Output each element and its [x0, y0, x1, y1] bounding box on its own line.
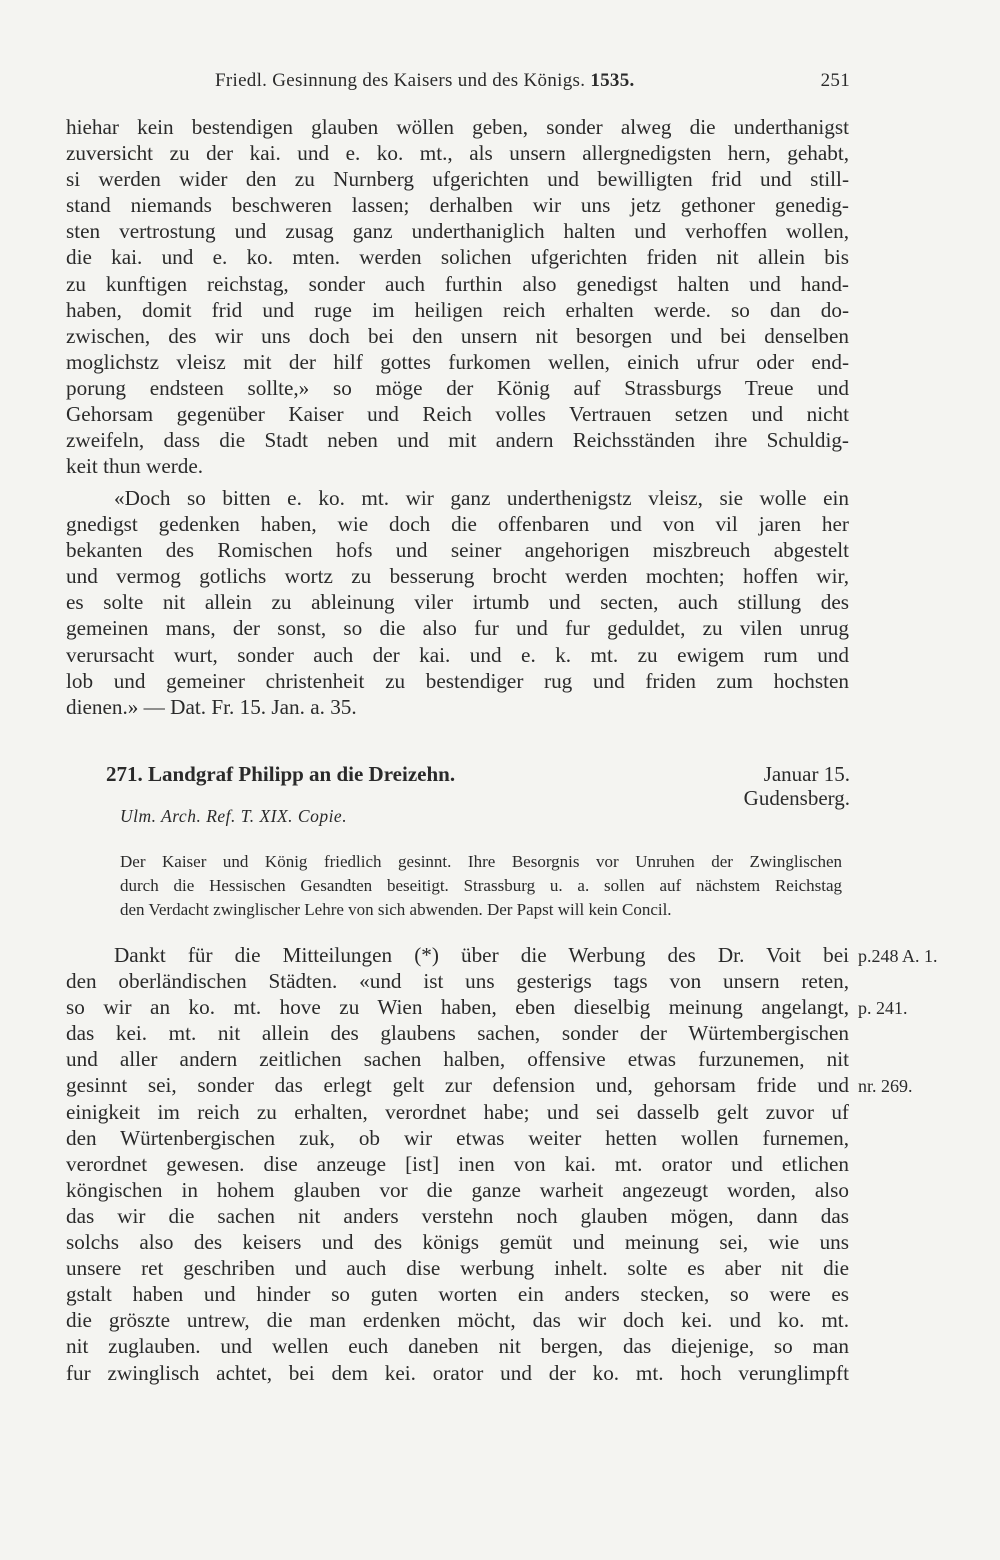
text-line: nit zuglauben. und wellen euch daneben nit bergen, das diejenige, so man [66, 1334, 849, 1359]
text-line: moglichstz vleisz mit der hilf gottes furkomen wellen, einich ufrur oder end- [66, 349, 849, 374]
text-line: das wir die sachen nit anders verstehn noch glauben mögen, dann das [66, 1203, 849, 1228]
text-line: Dankt für die Mitteilungen (*) über die Werbung des Dr. Voit bei [114, 943, 849, 967]
text-line: fur zwinglisch achtet, bei dem kei. orator und der ko. mt. hoch verunglimpft [66, 1360, 849, 1385]
text-line: verursacht wurt, sonder auch der kai. und e. k. mt. zu ewigem rum und [66, 642, 849, 667]
page-number: 251 [820, 70, 850, 91]
text-line: die gröszte untrew, die man erdenken möcht, das wir doch kei. und ko. mt. [66, 1308, 849, 1333]
text-line: die kai. und e. ko. mten. werden solichen ufgerichten friden nit allein bis [66, 245, 849, 270]
paragraph-2 [66, 485, 849, 720]
text-line: verordnet gewesen. dise anzeuge [ist] inen von kai. mt. orator und etlichen [66, 1151, 849, 1176]
text-line: «Doch so bitten e. ko. mt. wir ganz underthenigstz vleisz, sie wolle ein [114, 486, 849, 510]
header-year: 1535. [590, 70, 635, 91]
margin-note: p.248 A. 1. [858, 946, 938, 966]
text-line: zuversicht zu der kai. und e. ko. mt., als unsern allergnedigsten hern, gehabt, [66, 141, 849, 166]
summary-line: den Verdacht zwinglischer Lehre von sich abwenden. Der Papst will kein Concil. [120, 900, 672, 919]
text-line: einigkeit im reich zu erhalten, verordnet habe; und sei dasselb gelt zuvor uf [66, 1099, 849, 1124]
text-line: köngischen in hohem glauben vor die ganze warheit angezeugt worden, also [66, 1177, 849, 1202]
text-line: porung endsteen sollte,» so möge der König auf Strassburgs Treue und [66, 375, 849, 400]
text-line: keit thun werde. [66, 454, 204, 479]
document-date: Januar 15. [763, 762, 850, 786]
document-date-place [744, 762, 850, 810]
text-line: es solte nit allein zu ableinung viler irtumb und secten, auch stillung des [66, 590, 849, 615]
text-line: gnedigst gedenken haben, wie doch die offenbaren und von vil jaren her [66, 512, 849, 537]
margin-note: nr. 269. [858, 1076, 913, 1096]
text-line: zu kunftigen reichstag, sonder auch furthin also genedigst halten und hand- [66, 271, 849, 296]
text-line: das kei. mt. nit allein des glaubens sachen, sonder der Würtembergischen [66, 1021, 849, 1046]
text-line: und aller andern zeitlichen sachen halben, offensive etwas furzunemen, nit [66, 1047, 849, 1072]
text-line: bekanten des Romischen hofs und seiner angehorigen miszbreuch abgestelt [66, 538, 849, 563]
text-line: si werden wider den zu Nurnberg ufgerichten und bewilligten frid und still- [66, 167, 849, 192]
text-line: so wir an ko. mt. hove zu Wien haben, eben dieselbig meinung angelangt, [66, 995, 849, 1020]
document-summary [120, 850, 842, 922]
text-line: haben, domit frid und ruge im heiligen reich erhalten werde. so dan do- [66, 297, 849, 322]
text-line: hiehar kein bestendigen glauben wöllen geben, sonder alweg die underthanigst [66, 115, 849, 139]
text-line: stand niemands beschweren lassen; derhalben wir uns jetz gethoner genedig- [66, 193, 849, 218]
text-line: gstalt haben und hinder so guten worten ein anders stecken, so were es [66, 1282, 849, 1307]
text-line: unsere ret geschriben und auch dise werbung inhelt. solte es aber nit die [66, 1256, 849, 1281]
document-place: Gudensberg. [743, 786, 850, 810]
running-head: Friedl. Gesinnung des Kaisers und des Königs. 1535. [215, 70, 635, 91]
summary-line: durch die Hessischen Gesandten beseitigt. Strassburg u. a. sollen auf nächstem Reichstag [120, 876, 842, 895]
text-line: lob und gemeiner christenheit zu bestendiger rug und friden zum hochsten [66, 668, 849, 693]
text-line: zwischen, des wir uns doch bei den unsern nit besorgen und bei denselben [66, 323, 849, 348]
text-line: und vermog gotlichs wortz zu besserung brocht werden mochten; hoffen wir, [66, 564, 849, 589]
text-line: dienen.» — Dat. Fr. 15. Jan. a. 35. [66, 694, 357, 719]
paragraph-1 [66, 114, 849, 479]
margin-note: p. 241. [858, 998, 908, 1018]
document-source: Ulm. Arch. Ref. T. XIX. Copie. [120, 806, 348, 826]
document-title: 271. Landgraf Philipp an die Dreizehn. [106, 762, 456, 786]
text-line: solchs also des keisers und des königs gemüt und meinung sei, wie uns [66, 1230, 849, 1255]
text-line: gesinnt sei, sonder das erlegt gelt zur defension und, gehorsam fride und [66, 1073, 849, 1098]
text-line: den oberländischen Städten. «und ist uns gesterigs tags von unsern reten, [66, 969, 849, 994]
text-line: gemeinen mans, der sonst, so die also fur und fur geduldet, zu vilen unrug [66, 616, 849, 641]
text-line: sten vertrostung und zusag ganz underthaniglich halten und verhoffen wollen, [66, 219, 849, 244]
text-line: zweifeln, dass die Stadt neben und mit andern Reichsständen ihre Schuldig- [66, 428, 849, 453]
text-line: den Würtenbergischen zuk, ob wir etwas weiter hetten wollen furnemen, [66, 1125, 849, 1150]
running-header [0, 70, 1000, 100]
summary-line: Der Kaiser und König friedlich gesinnt. Ihre Besorgnis vor Unruhen der Zwinglischen [120, 852, 842, 871]
paragraph-3 [66, 942, 849, 1386]
text-line: Gehorsam gegenüber Kaiser und Reich volles Vertrauen setzen und nicht [66, 402, 849, 427]
